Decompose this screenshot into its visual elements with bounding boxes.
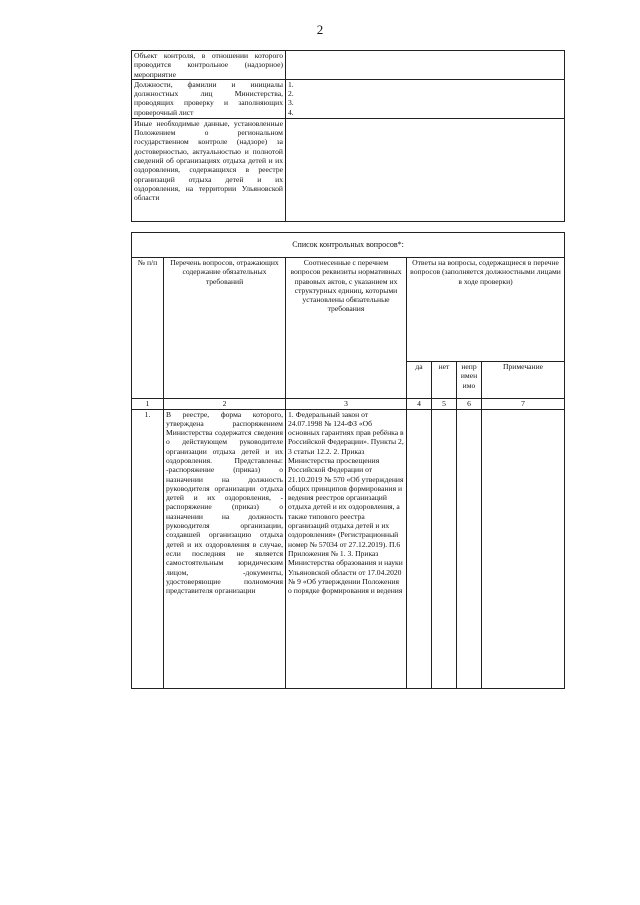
info-row-object (132, 51, 565, 80)
info-row-officials (132, 79, 565, 118)
row-answer-no[interactable] (432, 409, 457, 688)
header-no: нет (432, 362, 457, 399)
info-label-other-data: Иные необходимые данные, установленные Положением о региональном государственном контроле (надзоре) за достоверностью, актуальностью и полнотой сведений об организациях отдыха детей и их оздоровления, содержащихся в реестре организаций отдыха детей и их оздоровления, на территории Ульяновской области (132, 118, 286, 221)
row-question: В реестре, форма которого, утверждена распоряжением Министерства содержатся сведения о действующем руководителе организации отдыха детей и их оздоровления. Представлены: -распоряжение (приказ) о назначении на должность руководителя организации отдыха детей и их оздоровления, - распоряжение (приказ) о назначении на должность руководителя организации, создавшей организацию отдыха детей и их оздоровления в случае, если последняя не является самостоятельным юридическим лицом, -документы, удостоверяющие полномочия представителя организации (164, 409, 286, 688)
column-number-row (132, 399, 565, 410)
header-note: Примечание (482, 362, 565, 399)
header-requisites: Соотнесенные с перечнем вопросов реквизиты нормативных правовых актов, с указанием их структурных единиц, которыми установлены обязательные требования (286, 258, 407, 399)
row-answer-na[interactable] (457, 409, 482, 688)
col-num-4: 4 (407, 399, 432, 410)
header-num: № п/п (132, 258, 164, 399)
control-questions-table (131, 232, 565, 689)
header-na: непр имен имо (457, 362, 482, 399)
row-requisites: 1. Федеральный закон от 24.07.1998 № 124-ФЗ «Об основных гарантиях прав ребёнка в Российской Федерации». Пункты 2, 3 статьи 12.2. 2. Приказ Министерства просвещения Российской Федерации от 21.10.2019 № 570 «Об утверждения общих принципов формирования и ведения реестров организаций отдыха детей и их оздоровления, а также типового реестра организаций отдыха детей и их оздоровления» (Регистрационный номер № 57034 от 27.12.2019). П.6 Приложения № 1. 3. Приказ Министерства образования и науки Ульяновской области от 17.04.2020 № 9 «Об утверждении Положения о порядке формирования и ведения (286, 409, 407, 688)
col-num-6: 6 (457, 399, 482, 410)
header-row-main (132, 258, 565, 362)
page-number: 2 (316, 22, 324, 37)
info-value-object (286, 51, 565, 80)
official-item-3: 3. (288, 98, 294, 108)
col-num-5: 5 (432, 399, 457, 410)
col-num-1: 1 (132, 399, 164, 410)
questions-title-row (132, 233, 565, 258)
info-label-object: Объект контроля, в отношении которого проводится контрольное (надзорное) мероприятие (132, 51, 286, 80)
official-item-1: 1. (288, 79, 294, 89)
info-value-officials-list (286, 79, 565, 118)
official-item-4: 4. (288, 107, 294, 117)
inspection-info-table (131, 50, 565, 222)
info-value-other-data (286, 118, 565, 221)
col-num-2: 2 (164, 399, 286, 410)
official-item-2: 2. (288, 89, 294, 99)
header-yes: да (407, 362, 432, 399)
info-label-officials: Должности, фамилии и инициалы должностных лиц Министерства, проводящих проверку и заполняющих проверочный лист (132, 79, 286, 118)
col-num-3: 3 (286, 399, 407, 410)
row-note[interactable] (482, 409, 565, 688)
header-questions: Перечень вопросов, отражающих содержание обязательных требований (164, 258, 286, 399)
questions-title: Список контрольных вопросов*: (132, 233, 565, 258)
info-row-other-data (132, 118, 565, 221)
header-answers: Ответы на вопросы, содержащиеся в перечне вопросов (заполняется должностными лицами в ходе проверки) (407, 258, 565, 362)
row-answer-yes[interactable] (407, 409, 432, 688)
col-num-7: 7 (482, 399, 565, 410)
table-row (132, 409, 565, 688)
row-num: 1. (132, 409, 164, 688)
